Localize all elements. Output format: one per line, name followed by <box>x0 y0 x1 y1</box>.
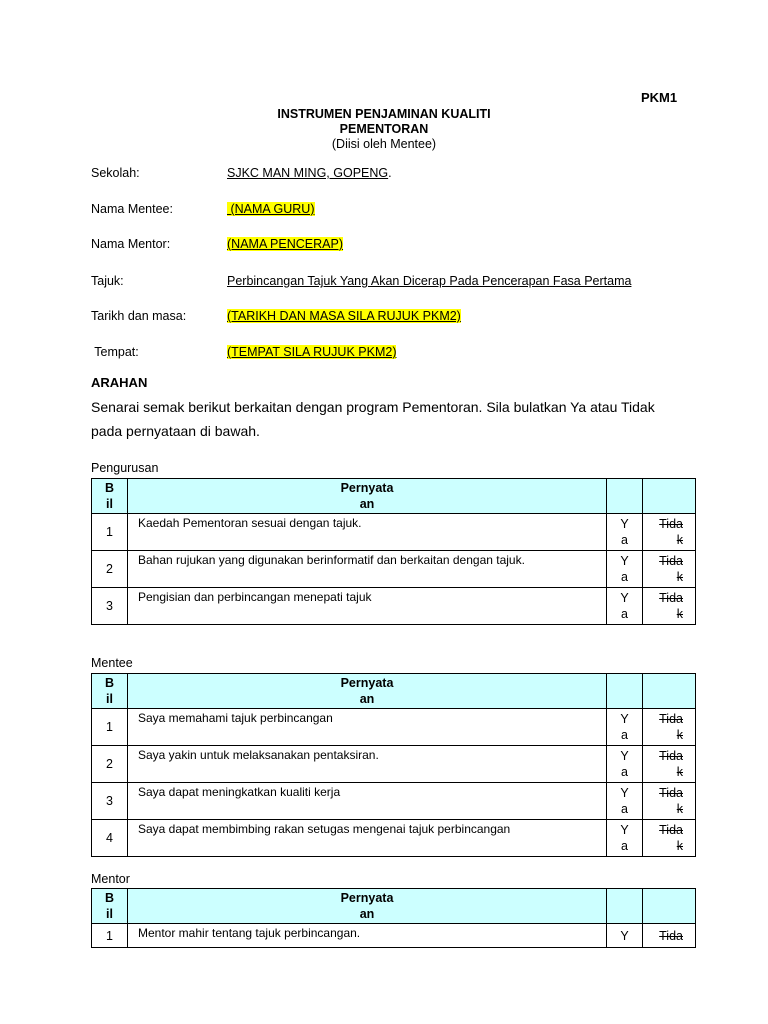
row-statement: Pengisian dan perbincangan menepati tajuk <box>128 588 607 625</box>
table-row <box>92 783 696 820</box>
header-tidak <box>643 479 696 514</box>
ya-line2: a <box>621 570 628 584</box>
tidak-line1: Tida <box>659 554 683 568</box>
ya-line2: a <box>621 802 628 816</box>
tidak-line1: Tida <box>659 786 683 800</box>
tidak-option[interactable] <box>643 783 696 820</box>
header-pernyataan-line2: an <box>359 692 375 706</box>
tidak-option[interactable] <box>643 746 696 783</box>
row-number: 4 <box>92 820 128 857</box>
tidak-line1: Tida <box>659 517 683 531</box>
table-header-row <box>92 479 696 514</box>
row-number: 1 <box>92 709 128 746</box>
header-pernyataan-line2: an <box>359 907 375 921</box>
header-bil <box>92 889 128 924</box>
ya-line1: Y <box>620 823 629 837</box>
ya-line1: Y <box>620 928 629 943</box>
section-title: Mentee <box>91 656 133 670</box>
ya-line1: Y <box>620 786 629 800</box>
row-number: 3 <box>92 783 128 820</box>
ya-line2: a <box>621 533 628 547</box>
tidak-line2: k <box>676 765 683 779</box>
mentee-value: (NAMA GURU) <box>227 202 315 216</box>
header-bil <box>92 674 128 709</box>
table-row <box>92 820 696 857</box>
ya-option[interactable] <box>607 783 643 820</box>
row-statement: Saya dapat membimbing rakan setugas mengenai tajuk perbincangan <box>128 820 607 857</box>
tidak-line1: Tida <box>659 712 683 726</box>
tidak-option[interactable] <box>643 551 696 588</box>
header-pernyataan-line1: Pernyata <box>340 891 394 905</box>
row-number: 1 <box>92 514 128 551</box>
sekolah-suffix: . <box>388 166 392 180</box>
ya-option[interactable] <box>607 588 643 625</box>
mentor-label: Nama Mentor: <box>91 237 171 251</box>
sekolah-value: SJKC MAN MING, GOPENG <box>227 166 389 180</box>
tidak-line2: k <box>676 607 683 621</box>
ya-line1: Y <box>620 554 629 568</box>
tidak-line2: k <box>676 728 683 742</box>
ya-option[interactable] <box>607 820 643 857</box>
tidak-line1: Tida <box>659 749 683 763</box>
table-header-row <box>92 674 696 709</box>
header-bil-line2: il <box>106 497 113 511</box>
ya-line1: Y <box>620 749 629 763</box>
tidak-line2: k <box>676 802 683 816</box>
ya-line2: a <box>621 607 628 621</box>
tidak-option[interactable] <box>643 709 696 746</box>
row-statement: Saya dapat meningkatkan kualiti kerja <box>128 783 607 820</box>
row-statement: Saya memahami tajuk perbincangan <box>128 709 607 746</box>
table-row <box>92 924 696 948</box>
sekolah-field <box>227 166 392 180</box>
header-bil-line1: B <box>104 481 115 495</box>
tidak-line1: Tida <box>659 823 683 837</box>
ya-line1: Y <box>620 712 629 726</box>
header-bil-line1: B <box>104 676 115 690</box>
row-statement: Mentor mahir tentang tajuk perbincangan. <box>128 924 607 948</box>
tidak-line2: k <box>676 570 683 584</box>
header-bil-line2: il <box>106 907 113 921</box>
header-ya <box>607 674 643 709</box>
row-statement: Kaedah Pementoran sesuai dengan tajuk. <box>128 514 607 551</box>
row-statement: Saya yakin untuk melaksanakan pentaksiran. <box>128 746 607 783</box>
tidak-option[interactable] <box>643 820 696 857</box>
ya-option[interactable] <box>607 924 643 948</box>
section-title: Pengurusan <box>91 461 159 475</box>
header-bil-line2: il <box>106 692 113 706</box>
tarikh-label: Tarikh dan masa: <box>91 309 187 323</box>
tempat-label: Tempat: <box>91 345 139 359</box>
table-row <box>92 709 696 746</box>
ya-line2: a <box>621 765 628 779</box>
tidak-option[interactable] <box>643 514 696 551</box>
header-ya <box>607 889 643 924</box>
header-pernyataan-line2: an <box>359 497 375 511</box>
tempat-value: (TEMPAT SILA RUJUK PKM2) <box>227 345 397 359</box>
tajuk-label: Tajuk: <box>91 274 124 288</box>
arahan-line2: pada pernyataan di bawah. <box>91 423 260 439</box>
checklist-table <box>91 888 696 948</box>
tidak-option[interactable] <box>643 588 696 625</box>
header-pernyataan-line1: Pernyata <box>340 481 394 495</box>
tidak-line2: k <box>676 533 683 547</box>
tidak-line2: k <box>676 839 683 853</box>
header-bil <box>92 479 128 514</box>
table-row <box>92 746 696 783</box>
header-pernyataan-line1: Pernyata <box>340 676 394 690</box>
header-ya <box>607 479 643 514</box>
tarikh-value: (TARIKH DAN MASA SILA RUJUK PKM2) <box>227 309 461 323</box>
form-title: INSTRUMEN PENJAMINAN KUALITI <box>277 107 491 121</box>
tidak-line1: Tida <box>659 591 683 605</box>
row-number: 1 <box>92 924 128 948</box>
table-header-row <box>92 889 696 924</box>
header-tidak <box>643 889 696 924</box>
header-pernyataan <box>128 889 607 924</box>
tajuk-value: Perbincangan Tajuk Yang Akan Dicerap Pada Pencerapan Fasa Pertama <box>227 274 632 288</box>
header-tidak <box>643 674 696 709</box>
form-title-sub: PEMENTORAN <box>339 122 429 136</box>
table-row <box>92 514 696 551</box>
ya-option[interactable] <box>607 514 643 551</box>
form-code: PKM1 <box>641 90 678 105</box>
tidak-option[interactable] <box>643 924 696 948</box>
header-pernyataan <box>128 674 607 709</box>
table-row <box>92 551 696 588</box>
arahan-line1: Senarai semak berikut berkaitan dengan program Pementoran. Sila bulatkan Ya atau Tidak <box>91 399 655 415</box>
row-number: 2 <box>92 551 128 588</box>
row-number: 3 <box>92 588 128 625</box>
sekolah-label: Sekolah: <box>91 166 140 180</box>
section-title: Mentor <box>91 872 130 886</box>
table-row <box>92 588 696 625</box>
row-statement: Bahan rujukan yang digunakan berinformatif dan berkaitan dengan tajuk. <box>128 551 607 588</box>
ya-option[interactable] <box>607 709 643 746</box>
ya-line1: Y <box>620 591 629 605</box>
tidak-line1: Tida <box>659 928 683 943</box>
ya-option[interactable] <box>607 551 643 588</box>
ya-option[interactable] <box>607 746 643 783</box>
arahan-heading: ARAHAN <box>91 375 148 390</box>
checklist-table <box>91 673 696 857</box>
ya-line1: Y <box>620 517 629 531</box>
header-pernyataan <box>128 479 607 514</box>
checklist-table <box>91 478 696 625</box>
mentee-label: Nama Mentee: <box>91 202 173 216</box>
header-bil-line1: B <box>104 891 115 905</box>
ya-line2: a <box>621 839 628 853</box>
mentor-value: (NAMA PENCERAP) <box>227 237 343 251</box>
form-subtitle: (Diisi oleh Mentee) <box>331 137 437 151</box>
row-number: 2 <box>92 746 128 783</box>
ya-line2: a <box>621 728 628 742</box>
